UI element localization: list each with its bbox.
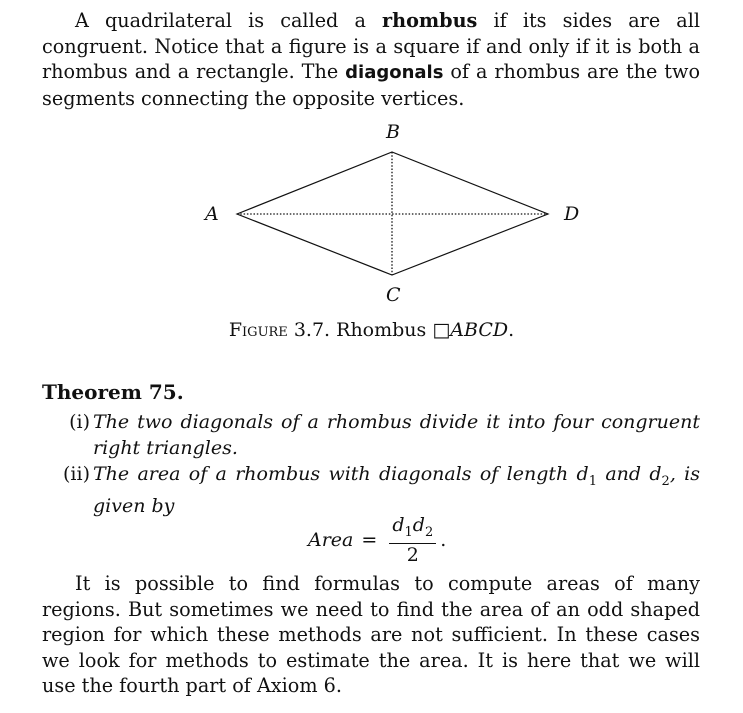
caption-square-symbol: □: [432, 319, 451, 341]
formula-lhs: Area: [308, 529, 354, 551]
item-text-part: , is given by: [93, 463, 701, 518]
vertex-label-a: A: [205, 203, 219, 225]
theorem-item-1: [50, 410, 700, 461]
caption-end: .: [508, 319, 515, 341]
num-d: d: [392, 513, 405, 536]
caption-label: Figure 3.7.: [228, 319, 331, 341]
term-diagonals: diagonals: [345, 62, 444, 84]
vertex-label-b: B: [386, 121, 400, 143]
fraction-denominator: 2: [406, 544, 419, 567]
theorem-heading: Theorem 75.: [42, 380, 184, 404]
formula-end: .: [440, 529, 447, 551]
item-number: (i): [69, 411, 90, 433]
area-formula: [308, 512, 446, 568]
term-rhombus: rhombus: [382, 9, 478, 32]
vertex-label-c: C: [386, 284, 401, 306]
intro-paragraph: [42, 8, 700, 111]
formula-equals: =: [361, 529, 378, 551]
item-text-part: The area of a rhombus with diagonals of length d: [93, 463, 589, 485]
formula-fraction: [389, 514, 436, 567]
intro-text-1: A quadrilateral is called a: [75, 9, 383, 32]
fraction-numerator: [389, 514, 436, 545]
item-text-part: and d: [597, 463, 662, 485]
subscript: 2: [661, 473, 670, 489]
item-text: The two diagonals of a rhombus divide it into four congruent right triangles.: [93, 411, 700, 459]
rhombus-figure: [190, 118, 590, 313]
num-d: d: [412, 513, 425, 536]
intro-text-3: of a rhombus are the two segments connecting the opposite vertices.: [42, 60, 700, 110]
subscript: 2: [424, 524, 434, 540]
subscript: 1: [404, 524, 413, 540]
caption-name: ABCD: [450, 319, 509, 341]
closing-paragraph: [42, 571, 700, 699]
figure-caption: [0, 319, 743, 341]
vertex-label-d: D: [564, 203, 580, 225]
subscript: 1: [588, 473, 598, 489]
item-number: (ii): [63, 463, 90, 485]
caption-text: Rhombus: [336, 319, 433, 341]
closing-text: It is possible to find formulas to compute areas of many regions. But sometimes we need to find the area of an odd shaped region for which these methods are not sufficient. In these cases we look for methods to estimate the area. It is here that we will use the fourth part of Axiom 6.: [42, 572, 700, 698]
intro-text-2: if its sides are all congruent. Notice that a figure is a square if and only if it is both a rhombus and a rectangle. The: [42, 9, 701, 84]
